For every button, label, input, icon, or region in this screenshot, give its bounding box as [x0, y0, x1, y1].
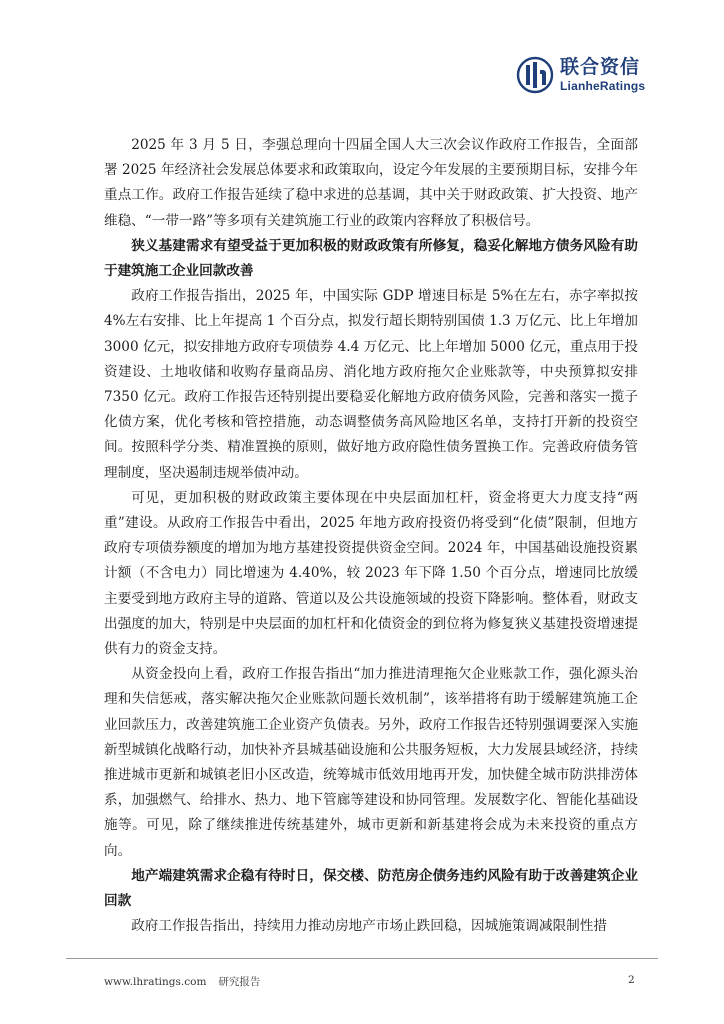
company-logo — [516, 52, 656, 98]
body-paragraph: 政府工作报告指出，2025 年，中国实际 GDP 增速目标是 5%在左右，赤字率拟按 4%左右安排、比上年提高 1 个百分点，拟发行超长期特别国债 1.3 万亿元、比上年增加 3000 亿元，拟安排地方政府专项债券 4.4 万亿元、比上年增加 5000 亿元，重点用于投资建设、土地收储和收购存量商品房、消化地方政府拖欠企业账款等，中央预算拟安排 7350 亿元。政府工作报告还特别提出要稳妥化解地方政府债务风险，完善和落实一揽子化债方案，优化考核和管控措施，动态调整债务高风险地区名单，支持打开新的投资空间。按照科学分类、精准置换的原则，做好地方政府隐性债务置换工作。完善政府债务管理制度，坚决遏制违规举债冲动。 — [104, 288, 638, 481]
lianhe-logo-icon — [516, 56, 554, 94]
footer-divider — [66, 958, 658, 959]
logo-english-text: LianheRatings — [560, 79, 646, 93]
section-heading: 地产端建筑需求企稳有待时日，保交楼、防范房企债务违约风险有助于改善建筑企业回款 — [104, 867, 638, 910]
page-number: 2 — [628, 974, 635, 986]
report-body — [104, 133, 638, 940]
body-paragraph: 可见，更加积极的财政政策主要体现在中央层面加杠杆，资金将更大力度支持“两重”建设。从政府工作报告中看出，2025 年地方政府投资仍将受到“化债”限制，但地方政府专项债券额度的增加为地方基建投资提供资金空间。2024 年，中国基础设施投资累计额（不含电力）同比增速为 4.40%，较 2023 年下降 1.50 个百分点，增速同比放缓主要受到地方政府主导的道路、管道以及公共设施领域的投资下降影响。整体看，财政支出强度的加大，特别是中央层面的加杠杆和化债资金的到位将为修复狭义基建投资增速提供有力的资金支持。 — [104, 489, 638, 658]
footer-info — [104, 974, 260, 989]
footer-label: 研究报告 — [218, 976, 261, 988]
body-paragraph: 从资金投向上看，政府工作报告指出“加力推进清理拖欠企业账款工作，强化源头治理和失信惩戒，落实解决拖欠企业账款问题长效机制”，该举措将有助于缓解建筑施工企业回款压力，改善建筑施工企业资产负债表。另外，政府工作报告还特别强调要深入实施新型城镇化战略行动，加快补齐县城基础设施和公共服务短板，大力发展县域经济，持续推进城市更新和城镇老旧小区改造，统筹城市低效用地再开发，加快健全城市防洪排涝体系，加强燃气、给排水、热力、地下管廊等建设和协同管理。发展数字化、智能化基础设施等。可见，除了继续推进传统基建外，城市更新和新基建将会成为未来投资的重点方向。 — [104, 666, 638, 859]
section-heading: 狭义基建需求有望受益于更加积极的财政政策有所修复，稳妥化解地方债务风险有助于建筑施工企业回款改善 — [104, 237, 638, 280]
body-paragraph: 政府工作报告指出，持续用力推动房地产市场止跌回稳，因城施策调减限制性措 — [131, 918, 607, 935]
footer-website[interactable]: www.lhratings.com — [104, 976, 207, 988]
body-paragraph: 2025 年 3 月 5 日，李强总理向十四届全国人大三次会议作政府工作报告，全面部署 2025 年经济社会发展总体要求和政策取向，设定今年发展的主要预期目标，安排今年重点工作。政府工作报告延续了稳中求进的总基调，其中关于财政政策、扩大投资、地产维稳、“一带一路”等多项有关建筑施工行业的政策内容释放了积极信号。 — [104, 137, 638, 229]
logo-chinese-text: 联合资信 — [560, 56, 641, 78]
